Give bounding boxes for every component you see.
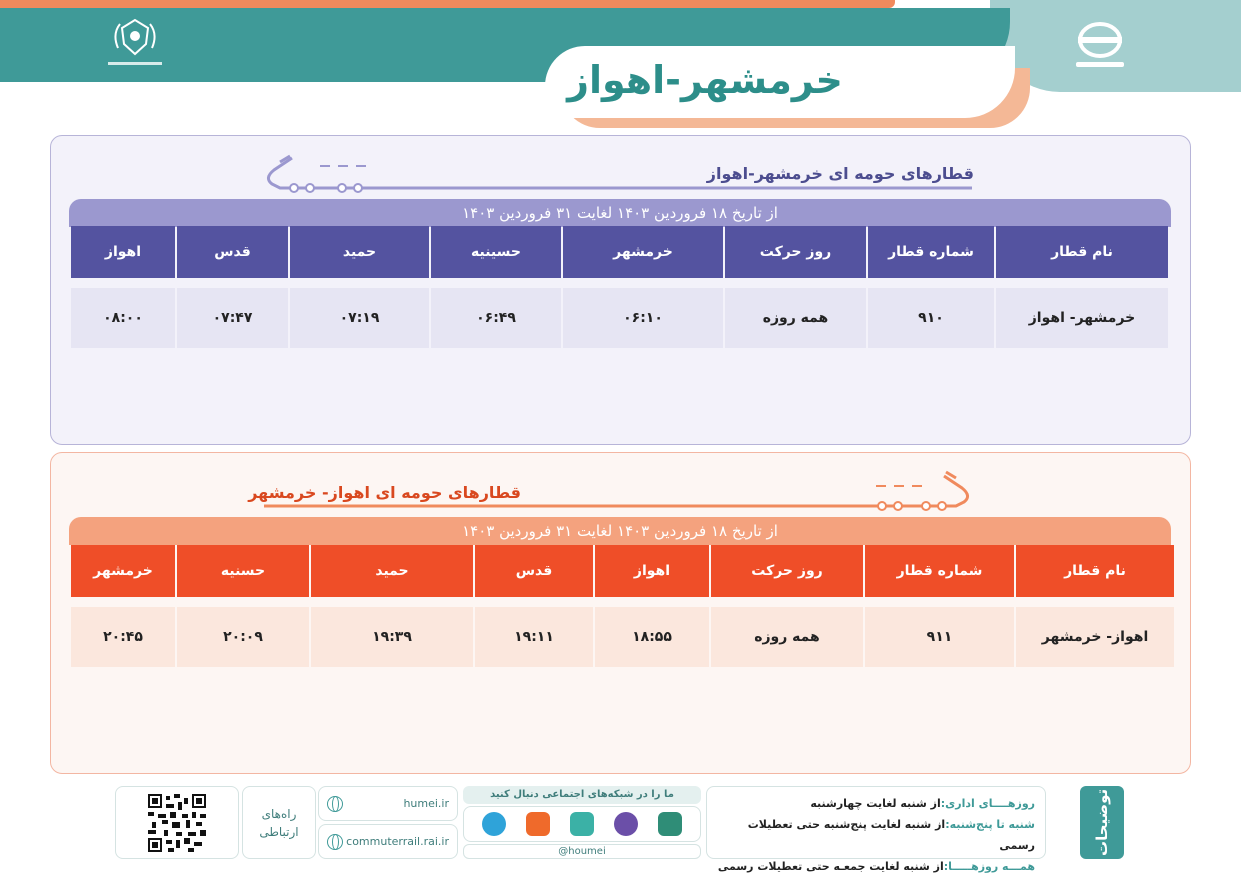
column-header: شماره قطار (865, 545, 1014, 597)
time-cell: ۰۶:۴۹ (431, 288, 561, 348)
time-cell: ۰۷:۴۷ (177, 288, 288, 348)
column-header: حمید (290, 226, 429, 278)
website-link[interactable] (318, 824, 458, 859)
time-cell: ۰۸:۰۰ (71, 288, 175, 348)
website-url[interactable]: commuterrail.rai.ir (346, 835, 449, 848)
column-header: حسینیه (431, 226, 561, 278)
note-line: روزهــــای اداری:از شنبه لغایت چهارشنبه (810, 797, 1035, 810)
timetable (69, 226, 1170, 348)
soroush-icon[interactable] (614, 812, 638, 836)
note-line: شنبه تا پنج‌شنبه:از شنبه لغایت پنج‌شنبه حتی تعطیلات رسمی (747, 818, 1035, 852)
column-header: روز حرکت (725, 226, 866, 278)
column-header: نام قطار (996, 226, 1168, 278)
column-header: قدس (177, 226, 288, 278)
notes-tab: توضیحات (1080, 786, 1124, 859)
train-number-cell: ۹۱۰ (868, 288, 994, 348)
time-cell: ۲۰:۴۵ (71, 607, 175, 667)
column-header: خرمشهر (563, 226, 723, 278)
eitaa-icon[interactable] (526, 812, 550, 836)
notes-box (706, 786, 1046, 873)
column-header: نام قطار (1016, 545, 1174, 597)
globe-icon (327, 796, 343, 812)
time-cell: ۰۶:۱۰ (563, 288, 723, 348)
section-title: قطارهای حومه ای خرمشهر-اهواز (706, 164, 974, 183)
column-header: شماره قطار (868, 226, 994, 278)
qr-code-icon (148, 794, 206, 852)
contact-label-text: راه‌های ارتباطی (259, 806, 299, 839)
column-header: اهواز (71, 226, 175, 278)
time-cell: ۱۹:۱۱ (475, 607, 593, 667)
note-line: همـــه روزهـــــا:از شنبه لغایت جمعـه حتی تعطیلات رسمی (717, 860, 1035, 873)
globe-icon (327, 834, 343, 850)
time-cell: ۱۹:۳۹ (311, 607, 473, 667)
bale-icon[interactable] (570, 812, 594, 836)
social-icons-row (463, 806, 701, 842)
column-header: خرمشهر (71, 545, 175, 597)
contact-label (242, 786, 316, 859)
telegram-icon[interactable] (482, 812, 506, 836)
table-header-row (71, 545, 1174, 597)
column-header: روز حرکت (711, 545, 863, 597)
time-cell: ۰۷:۱۹ (290, 288, 429, 348)
date-range-bar: از تاریخ ۱۸ فروردین ۱۴۰۳ لغایت ۳۱ فروردین ۱۴۰۳ (69, 199, 1171, 227)
timetable (69, 545, 1176, 667)
page-title: خرمشهر-اهواز (567, 58, 843, 102)
website-url[interactable]: humei.ir (403, 797, 449, 810)
table-row (71, 288, 1168, 348)
time-cell: ۱۸:۵۵ (595, 607, 709, 667)
column-header: حمید (311, 545, 473, 597)
header-accent-line (0, 0, 895, 8)
qr-code[interactable] (115, 786, 239, 859)
run-days-cell: همه روزه (711, 607, 863, 667)
table-row (71, 607, 1174, 667)
website-link[interactable] (318, 786, 458, 821)
emblem-icon (100, 14, 170, 74)
run-days-cell: همه روزه (725, 288, 866, 348)
social-heading: ما را در شبکه‌های اجتماعی دنبال کنید (463, 786, 701, 804)
column-header: اهواز (595, 545, 709, 597)
section-title: قطارهای حومه ای اهواز- خرمشهر (248, 483, 521, 502)
table-header-row (71, 226, 1168, 278)
rubika-icon[interactable] (658, 812, 682, 836)
date-range-bar: از تاریخ ۱۸ فروردین ۱۴۰۳ لغایت ۳۱ فروردین ۱۴۰۳ (69, 517, 1171, 545)
train-name-cell: خرمشهر- اهواز (996, 288, 1168, 348)
rail-logo-icon (1070, 18, 1130, 76)
train-number-cell: ۹۱۱ (865, 607, 1014, 667)
column-header: قدس (475, 545, 593, 597)
column-header: حسنیه (177, 545, 309, 597)
social-handle[interactable]: @houmei (463, 844, 701, 859)
time-cell: ۲۰:۰۹ (177, 607, 309, 667)
train-name-cell: اهواز- خرمشهر (1016, 607, 1174, 667)
